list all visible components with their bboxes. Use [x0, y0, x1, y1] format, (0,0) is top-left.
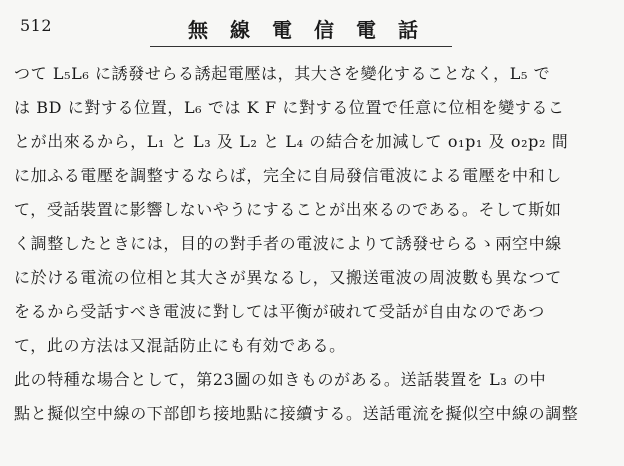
page-header	[20, 14, 600, 46]
running-title: 無線電信電話	[188, 18, 440, 42]
body-text	[14, 57, 614, 431]
text-line: 點と擬似空中線の下部卽ち接地點に接續する。送話電流を擬似空中線の調整	[14, 404, 579, 423]
page-number: 512	[20, 16, 53, 35]
text-line: て，此の方法は又混話防止にも有効である。	[14, 336, 346, 355]
text-line: 此の特種な場合として，第23圖の如きものがある。送話裝置を L₃ の中	[14, 370, 547, 389]
header-rule	[150, 46, 452, 47]
text-line: は BD に對する位置，L₆ では K F に對する位置で任意に位相を變するこ	[14, 98, 565, 117]
text-line: つて L₅L₆ に誘發せらる誘起電壓は，其大さを變化することなく，L₅ で	[14, 64, 551, 83]
text-line: とが出來るから，L₁ と L₃ 及 L₂ と L₄ の結合を加減して o₁p₁ 及 o₂p₂ 間	[14, 132, 569, 151]
text-line: をるから受話すべき電波に對しては平衡が破れて受話が自由なのであつ	[14, 302, 545, 321]
text-line: て，受話裝置に影響しないやうにすることが出來るのである。そして斯如	[14, 200, 562, 219]
text-line: く調整したときには，目的の對手者の電波によりて誘發せらるゝ兩空中線	[14, 234, 562, 253]
text-line: に加ふる電壓を調整するならば，完全に自局發信電波による電壓を中和し	[14, 166, 562, 185]
text-line: に於ける電流の位相と其大さが異なるし，又搬送電波の周波數も異なつて	[14, 268, 562, 287]
